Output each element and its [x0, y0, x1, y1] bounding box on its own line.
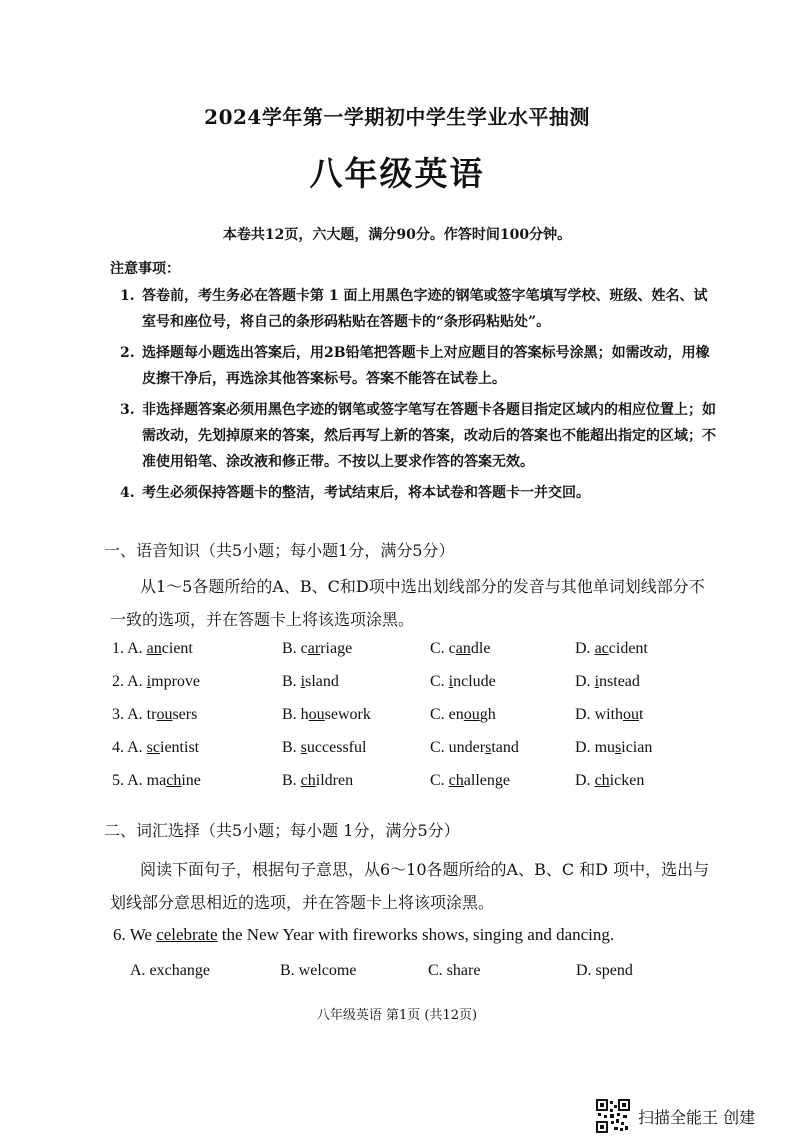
- question-row: [112, 702, 712, 735]
- question-6-options: [130, 960, 730, 984]
- page-footer: 八年级英语 第1页 (共12页): [316, 1008, 478, 1023]
- scanner-watermark: [596, 1099, 755, 1133]
- option[interactable]: D. without: [575, 706, 644, 723]
- notice-text: 答卷前，考生务必在答题卡第 1 面上用黑色字迹的钢笔或签字笔填写学校、班级、姓名、试室号和座位号，将自己的条形码粘贴在答题卡的“条形码粘贴处”。: [142, 288, 708, 330]
- option[interactable]: B. carriage: [282, 640, 353, 657]
- notice-num: 4.: [120, 485, 135, 501]
- notice-item: [120, 397, 720, 475]
- qr-code-icon: [596, 1099, 630, 1133]
- notice-list: [120, 283, 720, 511]
- option-d[interactable]: D. spend: [576, 962, 633, 979]
- notice-text: 选择题每小题选出答案后，用2B铅笔把答题卡上对应题目的答案标号涂黑；如需改动，用橡皮擦干净后，再选涂其他答案标号。答案不能答在试卷上。: [142, 345, 710, 387]
- option[interactable]: 2. A. improve: [112, 673, 200, 690]
- section1-instruction: [110, 570, 710, 636]
- section1-instruction-text: 从1～5各题所给的A、B、C和D项中选出划线部分的发音与其他单词划线部分不一致的选项，并在答题卡上将该选项涂黑。: [110, 577, 705, 629]
- notice-item: [120, 340, 720, 392]
- notice-num: 2.: [120, 345, 135, 361]
- exam-summary: 本卷共12页，六大题，满分90分。作答时间100分钟。: [222, 227, 572, 243]
- subject-title: 八年级英语: [309, 154, 485, 193]
- option-c[interactable]: C. share: [428, 962, 481, 979]
- option[interactable]: C. enough: [430, 706, 496, 723]
- option[interactable]: C. include: [430, 673, 496, 690]
- option[interactable]: C. understand: [430, 739, 519, 756]
- notice-text: 考生必须保持答题卡的整洁，考试结束后，将本试卷和答题卡一并交回。: [142, 485, 590, 501]
- option[interactable]: 1. A. ancient: [112, 640, 193, 657]
- notice-heading: 注意事项：: [110, 261, 180, 277]
- notice-num: 1.: [120, 288, 135, 304]
- option[interactable]: B. island: [282, 673, 339, 690]
- question-row: [112, 636, 712, 669]
- option[interactable]: 3. A. trousers: [112, 706, 198, 723]
- option[interactable]: B. housework: [282, 706, 371, 723]
- option[interactable]: D. musician: [575, 739, 653, 756]
- question-6: 6. We celebrate the New Year with fireworks shows, singing and dancing.: [113, 925, 615, 944]
- option[interactable]: D. accident: [575, 640, 648, 657]
- option[interactable]: B. successful: [282, 739, 367, 756]
- watermark-text: 扫描全能王 创建: [638, 1107, 756, 1127]
- underlined-word: celebrate: [156, 925, 218, 944]
- option-a[interactable]: A. exchange: [130, 962, 210, 979]
- notice-item: [120, 480, 720, 506]
- option[interactable]: 4. A. scientist: [112, 739, 200, 756]
- option[interactable]: D. instead: [575, 673, 640, 690]
- option[interactable]: C. candle: [430, 640, 491, 657]
- section2-heading: 二、词汇选择（共5小题；每小题 1分，满分5分）: [104, 821, 460, 840]
- question-row: [112, 735, 712, 768]
- notice-num: 3.: [120, 402, 135, 418]
- question-row: [112, 768, 712, 801]
- section1-heading: 一、语音知识（共5小题；每小题1分，满分5分）: [104, 541, 455, 560]
- option[interactable]: B. children: [282, 772, 354, 789]
- option[interactable]: 5. A. machine: [112, 772, 201, 789]
- exam-title: 2024学年第一学期初中学生学业水平抽测: [204, 105, 590, 129]
- option-b[interactable]: B. welcome: [280, 962, 357, 979]
- question-row: [112, 669, 712, 702]
- section2-instruction: [110, 853, 710, 919]
- section2-instruction-text: 阅读下面句子，根据句子意思，从6～10各题所给的A、B、C 和D 项中，选出与划线部分意思相近的选项，并在答题卡上将该项涂黑。: [110, 860, 710, 912]
- pronunciation-questions: [112, 636, 712, 801]
- notice-text: 非选择题答案必须用黑色字迹的钢笔或签字笔写在答题卡各题目指定区域内的相应位置上；如需改动，先划掉原来的答案，然后再写上新的答案，改动后的答案也不能超出指定的区域；不准使用铅笔、涂改液和修正带。不按以上要求作答的答案无效。: [142, 402, 716, 470]
- option[interactable]: D. chicken: [575, 772, 645, 789]
- option[interactable]: C. challenge: [430, 772, 510, 789]
- notice-item: [120, 283, 720, 335]
